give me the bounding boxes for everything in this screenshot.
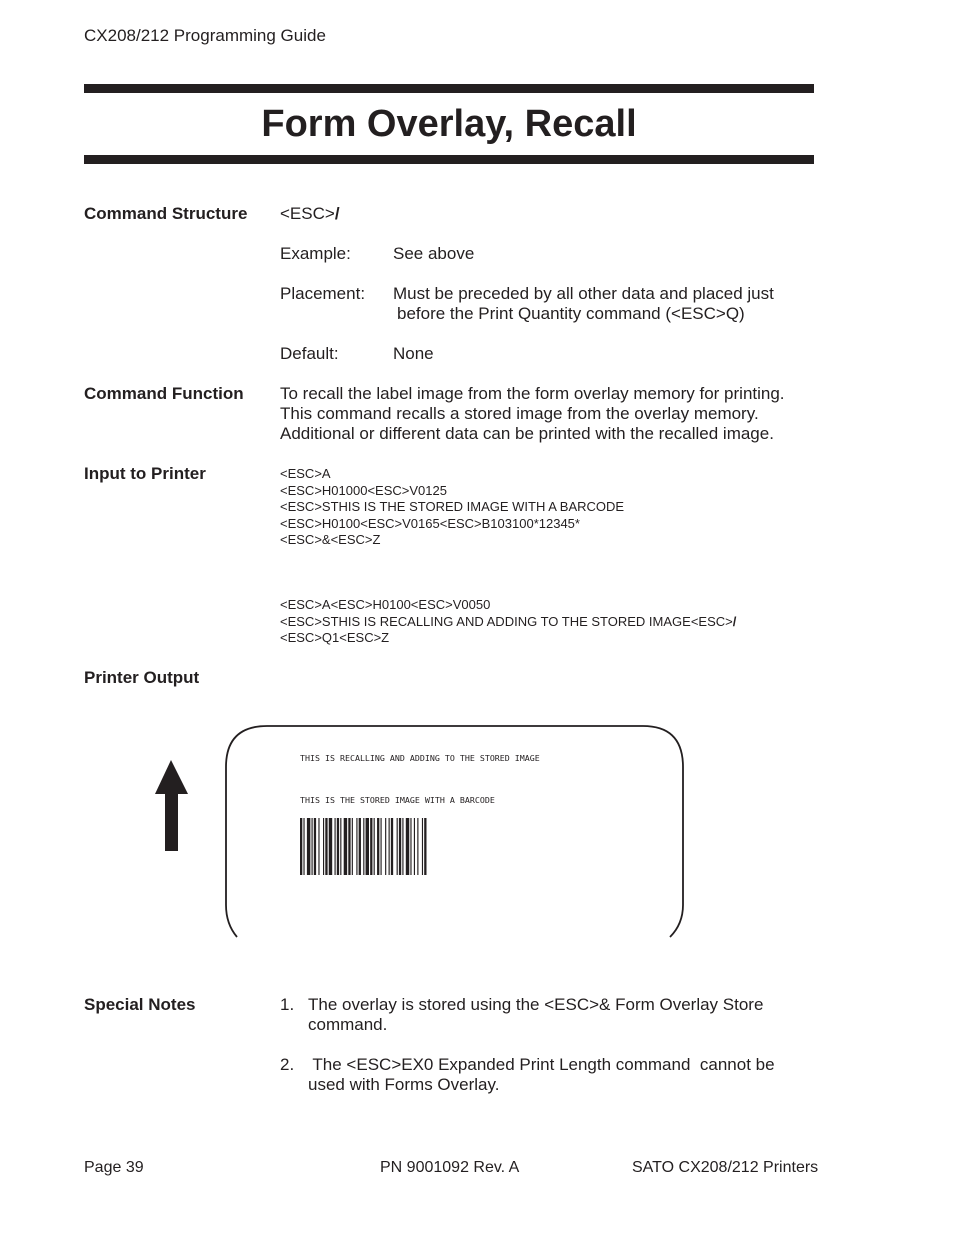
barcode-bar (414, 818, 415, 875)
code-line: <ESC>&<ESC>Z (280, 532, 381, 547)
code-line: <ESC>H01000<ESC>V0125 (280, 482, 447, 498)
code-line: <ESC>A (280, 466, 331, 481)
barcode-bar (312, 818, 313, 875)
command-char: / (334, 204, 340, 223)
barcode-bar (402, 818, 403, 875)
default-value: None (393, 344, 434, 363)
note-text (308, 1055, 808, 1095)
barcode-bar (399, 818, 401, 875)
example-key: Example: (280, 244, 351, 263)
code-line: <ESC>A<ESC>H0100<ESC>V0050 (280, 597, 491, 612)
barcode-bar (389, 818, 390, 875)
barcode-bar (340, 818, 341, 875)
footer-page: Page 39 (84, 1159, 144, 1176)
footer-part-number: PN 9001092 Rev. A (380, 1159, 520, 1176)
barcode-bar (303, 818, 304, 875)
note-line: The overlay is stored using the <ESC>& Form Overlay Store (308, 995, 764, 1014)
running-header: CX208/212 Programming Guide (84, 26, 326, 45)
placement-line-2: before the Print Quantity command (<ESC>Q) (397, 304, 745, 323)
command-prefix: <ESC> (280, 204, 335, 223)
label-text-line-2: THIS IS THE STORED IMAGE WITH A BARCODE (300, 795, 495, 805)
barcode-bar (329, 818, 332, 875)
command-function-label: Command Function (84, 384, 244, 403)
barcode-bar (363, 818, 364, 875)
default-key: Default: (280, 344, 339, 363)
barcode-bar (424, 818, 426, 875)
special-notes-label: Special Notes (84, 995, 196, 1014)
barcode-bar (377, 818, 379, 875)
label-text-line-1: THIS IS RECALLING AND ADDING TO THE STORED IMAGE (300, 753, 540, 763)
input-to-printer-label: Input to Printer (84, 464, 206, 483)
barcode-bar (323, 818, 324, 875)
command-structure-label: Command Structure (84, 204, 248, 223)
barcode-bar (314, 818, 316, 875)
note-line: used with Forms Overlay. (308, 1075, 500, 1094)
printer-output-label: Printer Output (84, 668, 200, 687)
footer-product: SATO CX208/212 Printers (632, 1159, 819, 1176)
barcode-bar (344, 818, 347, 875)
barcode-bar (397, 818, 398, 875)
barcode-bar (335, 818, 336, 875)
barcode-bar (385, 818, 386, 875)
example-value: See above (393, 244, 475, 263)
barcode-bar (359, 818, 361, 875)
note-number: 2. (280, 1055, 295, 1074)
barcode-bar (374, 818, 375, 875)
function-line: This command recalls a stored image from the overlay memory. (280, 404, 759, 423)
barcode-bar (381, 818, 382, 875)
code-line: <ESC>STHIS IS THE STORED IMAGE WITH A BARCODE (280, 499, 625, 514)
note-line: The <ESC>EX0 Expanded Print Length command cannot be (308, 1055, 775, 1074)
barcode-bar (406, 818, 409, 875)
feed-direction-arrow-icon (155, 760, 188, 851)
barcode-bar (391, 818, 393, 875)
barcode (300, 818, 427, 875)
barcode-bar (366, 818, 369, 875)
code-line-text: <ESC>STHIS IS RECALLING AND ADDING TO THE STORED IMAGE<ESC> (280, 613, 733, 629)
code-line: <ESC>H0100<ESC>V0165<ESC>B103100*12345* (280, 515, 580, 531)
code-line-char: / (732, 613, 737, 629)
barcode-bar (410, 818, 411, 875)
barcode-bar (300, 818, 302, 875)
placement-key: Placement: (280, 284, 366, 303)
placement-line-1: Must be preceded by all other data and placed just (393, 284, 774, 303)
function-line: To recall the label image from the form overlay memory for printing. (280, 384, 785, 403)
barcode-bar (337, 818, 339, 875)
barcode-bar (318, 818, 319, 875)
code-line: <ESC>Q1<ESC>Z (280, 630, 390, 645)
barcode-bar (348, 818, 350, 875)
barcode-bar (417, 818, 418, 875)
barcode-bar (370, 818, 372, 875)
note-line: command. (308, 1015, 388, 1034)
note-text (308, 995, 808, 1035)
barcode-bar (352, 818, 353, 875)
barcode-bar (325, 818, 327, 875)
barcode-bar (307, 818, 310, 875)
function-line: Additional or different data can be printed with the recalled image. (280, 424, 774, 443)
page-title: Form Overlay, Recall (261, 103, 637, 145)
note-number: 1. (280, 995, 295, 1014)
barcode-bar (356, 818, 357, 875)
barcode-bar (422, 818, 423, 875)
